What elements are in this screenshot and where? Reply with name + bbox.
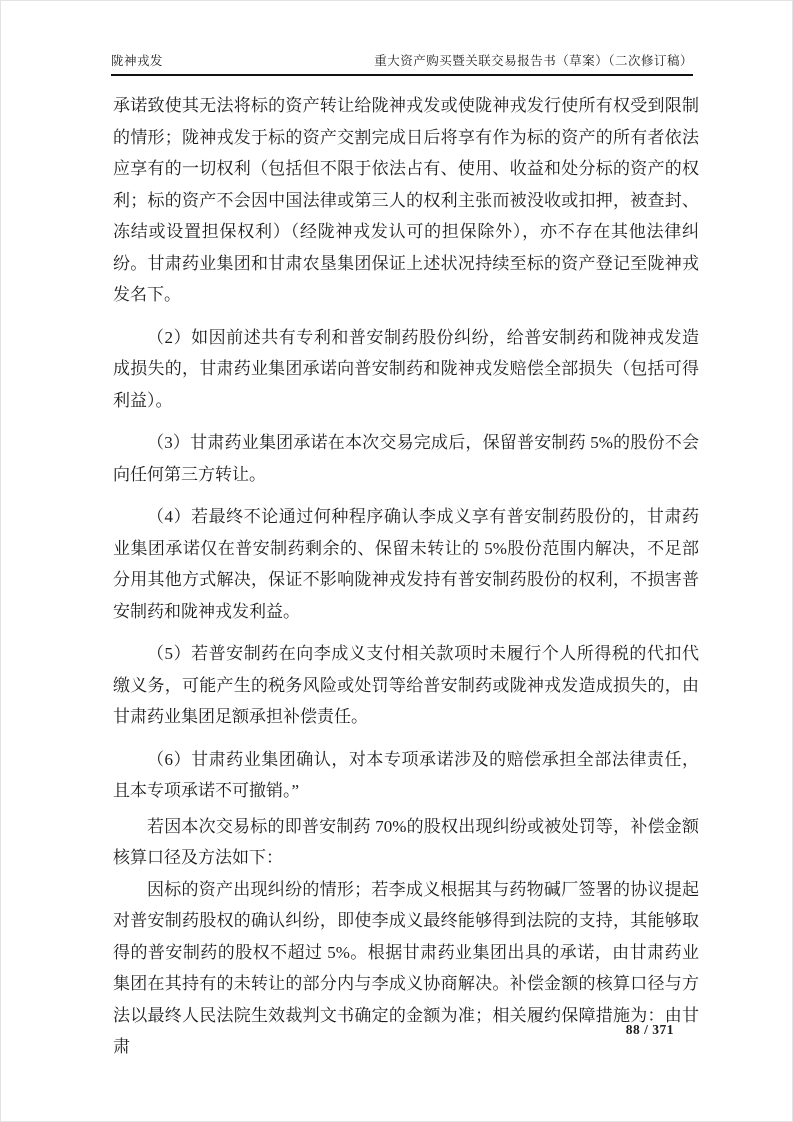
paragraph-item-3: （3）甘肃药业集团承诺在本次交易完成后，保留普安制药 5%的股份不会向任何第三方转让。 bbox=[113, 433, 699, 484]
paragraph-item-2: （2）如因前述共有专利和普安制药股份纠纷，给普安制药和陇神戎发造成损失的，甘肃药业集团承诺向普安制药和陇神戎发赔偿全部损失（包括可得利益）。 bbox=[113, 327, 699, 410]
header-company-name: 陇神戎发 bbox=[111, 54, 164, 68]
page-number: 88 / 371 bbox=[625, 1022, 674, 1037]
page-footer bbox=[626, 1022, 674, 1038]
header-report-title: 重大资产购买暨关联交易报告书（草案）（二次修订稿） bbox=[374, 54, 693, 68]
paragraph-compensation-intro: 若因本次交易标的即普安制药 70%的股权出现纠纷或被处罚等，补偿金额核算口径及方法如下： bbox=[113, 816, 699, 867]
page-header bbox=[111, 51, 693, 76]
document-body bbox=[113, 90, 699, 1063]
paragraph-item-4: （4）若最终不论通过何种程序确认李成义享有普安制药股份的，甘肃药业集团承诺仅在普安制药剩余的、保留未转让的 5%股份范围内解决，不足部分用其他方式解决，保证不影响陇神戎发持有普安制药股份的权利，不损害普安制药和陇神戎发利益。 bbox=[113, 507, 699, 621]
paragraph-dispute-detail: 因标的资产出现纠纷的情形；若李成义根据其与药物碱厂签署的协议提起对普安制药股权的确认纠纷，即使李成义最终能够得到法院的支持，其能够取得的普安制药的股权不超过 5%。根据甘肃药业集团出具的承诺，由甘肃药业集团在其持有的未转让的部分内与李成义协商解决。补偿金额的核算口径与方法以最终人民法院生效裁判文书确定的金额为准；相关履约保障措施为：由甘肃 bbox=[113, 879, 699, 1056]
paragraph-continuation: 承诺致使其无法将标的资产转让给陇神戎发或使陇神戎发行使所有权受到限制的情形；陇神戎发于标的资产交割完成日后将享有作为标的资产的所有者依法应享有的一切权利（包括但不限于依法占有、使用、收益和处分标的资产的权利；标的资产不会因中国法律或第三人的权利主张而被没收或扣押，被查封、冻结或设置担保权利）（经陇神戎发认可的担保除外），亦不存在其他法律纠纷。甘肃药业集团和甘肃农垦集团保证上述状况持续至标的资产登记至陇神戎发名下。 bbox=[113, 96, 699, 304]
paragraph-item-5: （5）若普安制药在向李成义支付相关款项时未履行个人所得税的代扣代缴义务，可能产生的税务风险或处罚等给普安制药或陇神戎发造成损失的，由甘肃药业集团足额承担补偿责任。 bbox=[113, 644, 699, 726]
paragraph-item-6: （6）甘肃药业集团确认，对本专项承诺涉及的赔偿承担全部法律责任，且本专项承诺不可撤销。” bbox=[113, 749, 699, 800]
